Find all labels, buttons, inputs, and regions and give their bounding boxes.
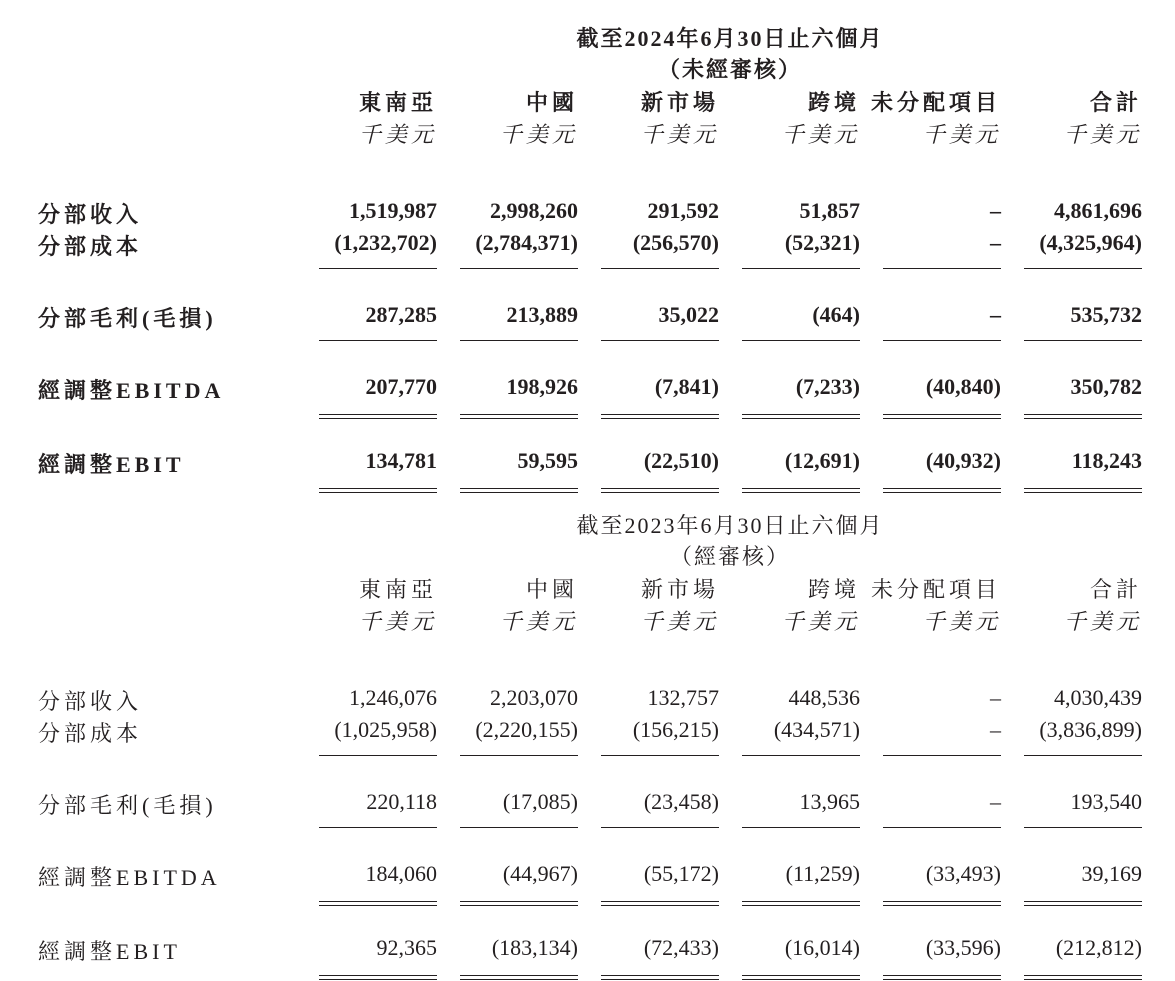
unit-label: 千美元 xyxy=(922,122,1001,147)
underline xyxy=(742,755,860,756)
underline xyxy=(1024,340,1142,341)
value-cell: (33,596) xyxy=(925,935,1001,960)
double-underline xyxy=(460,975,578,980)
column-header: 未分配項目 xyxy=(870,90,1001,115)
value-cell: (434,571) xyxy=(773,717,860,742)
double-underline xyxy=(742,488,860,493)
value-cell: 4,861,696 xyxy=(1054,198,1142,223)
double-underline xyxy=(601,488,719,493)
double-underline xyxy=(601,414,719,419)
underline xyxy=(883,755,1001,756)
value-cell: 291,592 xyxy=(647,198,719,223)
value-cell: (44,967) xyxy=(502,861,578,886)
value-cell: 13,965 xyxy=(799,789,860,814)
value-cell: – xyxy=(990,717,1001,742)
double-underline xyxy=(319,488,437,493)
value-cell: 92,365 xyxy=(376,935,437,960)
column-header: 合計 xyxy=(1089,577,1142,602)
value-cell: 448,536 xyxy=(788,685,860,710)
value-cell: (17,085) xyxy=(502,789,578,814)
value-cell: 198,926 xyxy=(506,374,578,399)
underline xyxy=(319,827,437,828)
value-cell: 213,889 xyxy=(506,302,578,327)
double-underline xyxy=(460,414,578,419)
row-label: 經調整EBITDA xyxy=(38,865,221,890)
value-cell: (156,215) xyxy=(632,717,719,742)
value-cell: (256,570) xyxy=(632,230,719,255)
value-cell: (33,493) xyxy=(925,861,1001,886)
underline xyxy=(601,827,719,828)
underline xyxy=(742,340,860,341)
underline xyxy=(883,268,1001,269)
value-cell: – xyxy=(990,198,1001,223)
value-cell: (23,458) xyxy=(643,789,719,814)
value-cell: (16,014) xyxy=(784,935,860,960)
row-label: 分部成本 xyxy=(38,234,143,259)
value-cell: (183,134) xyxy=(491,935,578,960)
value-cell: 1,519,987 xyxy=(349,198,437,223)
double-underline xyxy=(460,488,578,493)
double-underline xyxy=(883,488,1001,493)
double-underline xyxy=(460,901,578,906)
double-underline xyxy=(883,975,1001,980)
unit-label: 千美元 xyxy=(358,122,437,147)
double-underline xyxy=(319,975,437,980)
value-cell: (12,691) xyxy=(784,448,860,473)
underline xyxy=(601,268,719,269)
unit-label: 千美元 xyxy=(781,609,860,634)
double-underline xyxy=(319,414,437,419)
double-underline xyxy=(1024,901,1142,906)
value-cell: 118,243 xyxy=(1071,448,1142,473)
row-label: 分部成本 xyxy=(38,721,143,746)
double-underline xyxy=(883,414,1001,419)
underline xyxy=(742,827,860,828)
unit-label: 千美元 xyxy=(1063,609,1142,634)
value-cell: (4,325,964) xyxy=(1039,230,1142,255)
underline xyxy=(319,340,437,341)
column-header: 中國 xyxy=(525,577,578,602)
value-cell: (464) xyxy=(812,302,860,327)
value-cell: 2,203,070 xyxy=(490,685,578,710)
column-header: 東南亞 xyxy=(358,90,437,115)
audit-status: （經審核） xyxy=(669,544,790,569)
column-header: 合計 xyxy=(1089,90,1142,115)
unit-label: 千美元 xyxy=(358,609,437,634)
double-underline xyxy=(883,901,1001,906)
value-cell: (7,233) xyxy=(795,374,860,399)
column-header: 東南亞 xyxy=(358,577,437,602)
column-header: 中國 xyxy=(525,90,578,115)
underline xyxy=(601,340,719,341)
value-cell: 59,595 xyxy=(517,448,578,473)
row-label: 分部毛利(毛損) xyxy=(38,793,217,818)
value-cell: 287,285 xyxy=(365,302,437,327)
underline xyxy=(460,268,578,269)
value-cell: 2,998,260 xyxy=(490,198,578,223)
column-header: 未分配項目 xyxy=(870,577,1001,602)
value-cell: (55,172) xyxy=(643,861,719,886)
value-cell: (40,932) xyxy=(925,448,1001,473)
value-cell: 39,169 xyxy=(1081,861,1142,886)
double-underline xyxy=(1024,975,1142,980)
row-label: 經調整EBIT xyxy=(38,939,181,964)
value-cell: – xyxy=(990,789,1001,814)
double-underline xyxy=(319,901,437,906)
underline xyxy=(742,268,860,269)
column-header: 跨境 xyxy=(807,577,860,602)
value-cell: (2,220,155) xyxy=(475,717,578,742)
underline xyxy=(1024,268,1142,269)
unit-label: 千美元 xyxy=(640,122,719,147)
double-underline xyxy=(1024,488,1142,493)
underline xyxy=(460,827,578,828)
column-header: 跨境 xyxy=(807,90,860,115)
underline xyxy=(460,755,578,756)
underline xyxy=(601,755,719,756)
value-cell: – xyxy=(990,685,1001,710)
double-underline xyxy=(742,975,860,980)
underline xyxy=(1024,755,1142,756)
value-cell: (40,840) xyxy=(925,374,1001,399)
unit-label: 千美元 xyxy=(922,609,1001,634)
unit-label: 千美元 xyxy=(781,122,860,147)
underline xyxy=(319,268,437,269)
value-cell: 350,782 xyxy=(1070,374,1142,399)
audit-status: （未經審核） xyxy=(657,57,802,82)
unit-label: 千美元 xyxy=(640,609,719,634)
value-cell: (1,025,958) xyxy=(334,717,437,742)
row-label: 經調整EBIT xyxy=(38,452,185,477)
row-label: 分部收入 xyxy=(38,202,143,227)
value-cell: 4,030,439 xyxy=(1054,685,1142,710)
value-cell: (22,510) xyxy=(643,448,719,473)
value-cell: (1,232,702) xyxy=(334,230,437,255)
value-cell: 51,857 xyxy=(799,198,860,223)
value-cell: 184,060 xyxy=(365,861,437,886)
value-cell: (212,812) xyxy=(1055,935,1142,960)
underline xyxy=(460,340,578,341)
double-underline xyxy=(742,414,860,419)
value-cell: 134,781 xyxy=(365,448,437,473)
value-cell: (7,841) xyxy=(654,374,719,399)
value-cell: 535,732 xyxy=(1070,302,1142,327)
value-cell: 207,770 xyxy=(365,374,437,399)
value-cell: (2,784,371) xyxy=(475,230,578,255)
underline xyxy=(319,755,437,756)
value-cell: 220,118 xyxy=(366,789,437,814)
row-label: 分部毛利(毛損) xyxy=(38,306,217,331)
value-cell: – xyxy=(990,230,1001,255)
underline xyxy=(883,827,1001,828)
value-cell: (11,259) xyxy=(785,861,860,886)
double-underline xyxy=(601,901,719,906)
underline xyxy=(1024,827,1142,828)
row-label: 分部收入 xyxy=(38,689,143,714)
double-underline xyxy=(1024,414,1142,419)
value-cell: (3,836,899) xyxy=(1039,717,1142,742)
double-underline xyxy=(742,901,860,906)
unit-label: 千美元 xyxy=(499,609,578,634)
column-header: 新市場 xyxy=(640,90,719,115)
underline xyxy=(883,340,1001,341)
value-cell: (72,433) xyxy=(643,935,719,960)
value-cell: – xyxy=(990,302,1001,327)
column-header: 新市場 xyxy=(640,577,719,602)
unit-label: 千美元 xyxy=(1063,122,1142,147)
value-cell: 35,022 xyxy=(658,302,719,327)
row-label: 經調整EBITDA xyxy=(38,378,225,403)
value-cell: 1,246,076 xyxy=(349,685,437,710)
value-cell: (52,321) xyxy=(784,230,860,255)
period-heading: 截至2023年6月30日止六個月 xyxy=(576,513,884,538)
period-heading: 截至2024年6月30日止六個月 xyxy=(576,26,884,51)
double-underline xyxy=(601,975,719,980)
unit-label: 千美元 xyxy=(499,122,578,147)
value-cell: 132,757 xyxy=(647,685,719,710)
value-cell: 193,540 xyxy=(1070,789,1142,814)
